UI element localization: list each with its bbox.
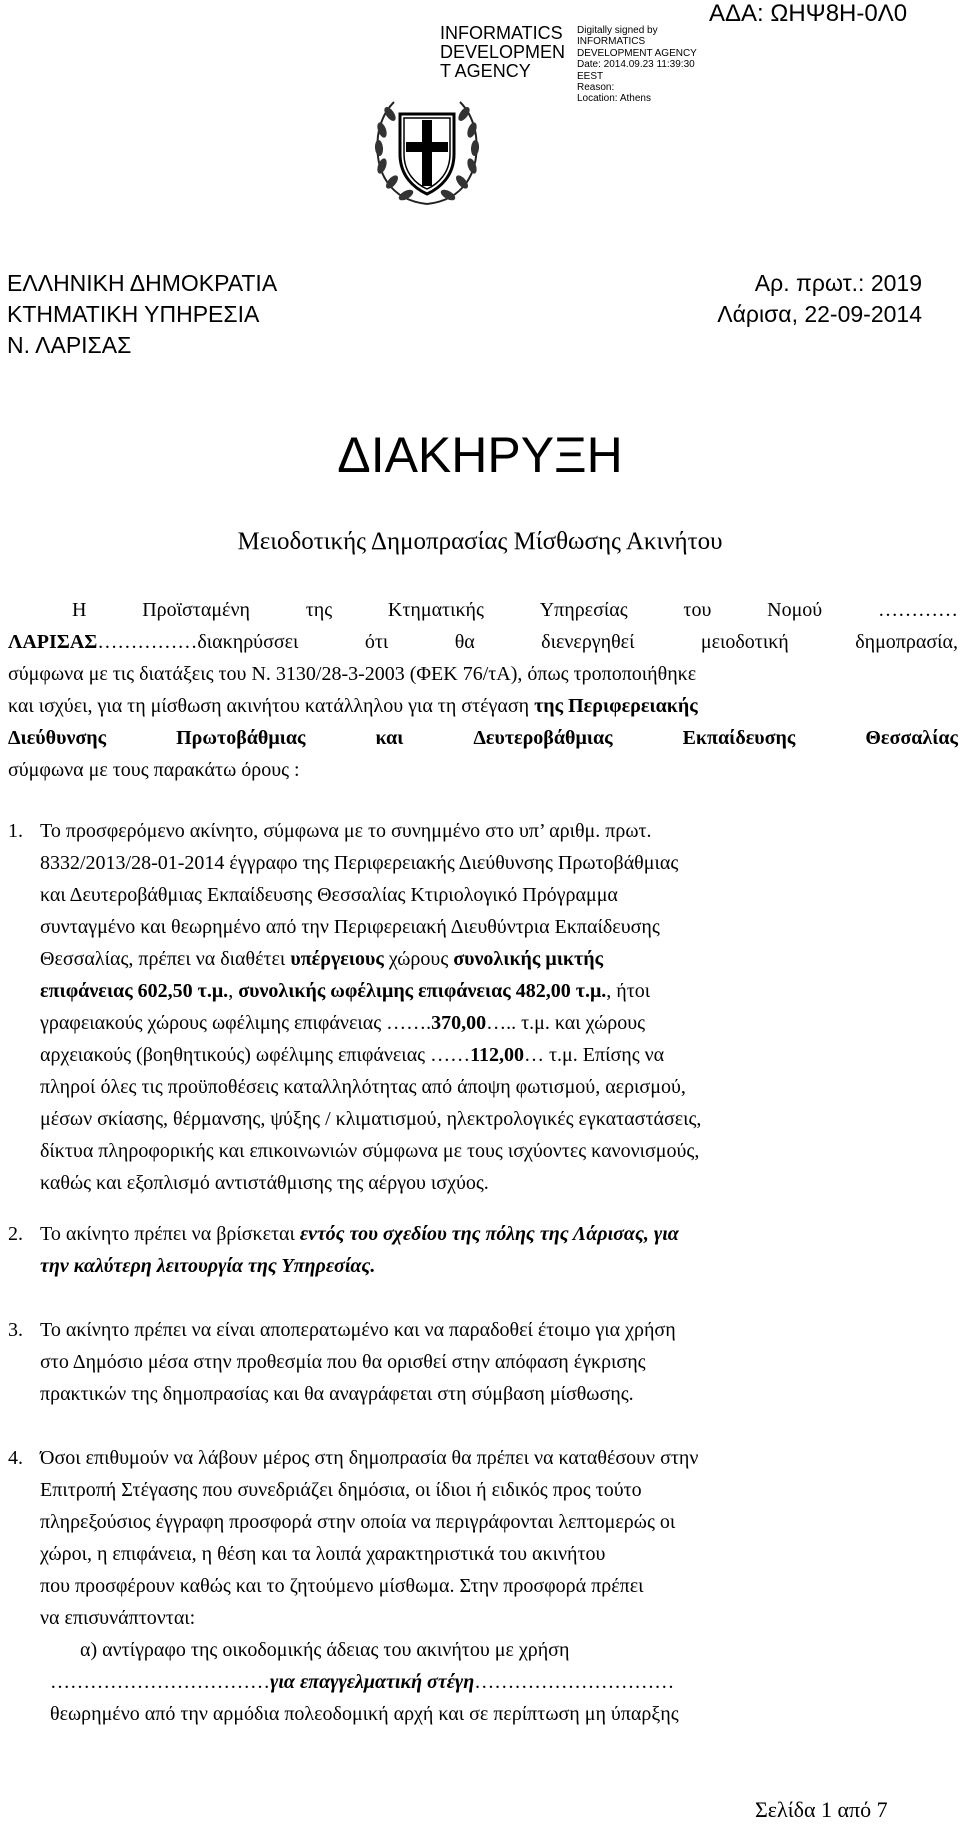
sub-item-a-line: θεωρημένο από την αρμόδια πολεοδομική αρχή και σε περίπτωση μη ύπαρξης	[50, 1703, 679, 1725]
item-1-text: Το προσφερόμενο ακίνητο, σύμφωνα με το συνημμένο στο υπ’ αριθμ. πρωτ. 8332/2013/28-01-2014 έγγραφο της Περιφερειακής Διεύθυνσης Πρωτοβάθμιας και Δευτεροβάθμιας Εκπαίδευσης Θεσσαλίας Κτιριολογικό Πρόγραμμα συνταγμένο και θεωρημένο από την Περιφερειακή Διευθύντρια Εκπαίδευσης Θεσσαλίας, πρέπει να διαθέτει υπέργειους χώρους συνολικής μικτής επιφάνειας 602,50 τ.μ., συνολικής ωφέλιμης επιφάνειας 482,00 τ.μ., ήτοι γραφειακούς χώρους ωφέλιμης επιφάνειας …….370,00….. τ.μ. και χώρους αρχειακούς (βοηθητικούς) ωφέλιμης επιφάνειας ……112,00… τ.μ. Επίσης να πληροί όλες τις προϋποθέσεις καταλληλότητας από άποψη φωτισμού, αερισμού, μέσων σκίασης, θέρμανσης, ψύξης / κλιματισμού, ηλεκτρολογικές εγκαταστάσεις, δίκτυα πληροφορικής και επικοινωνιών σύμφωνα με τους ισχύοντες κανονισμούς, καθώς και εξοπλισμό αντιστάθμισης της αέργου ισχύος.	[40, 820, 702, 1194]
item-number: 2.	[8, 1223, 23, 1245]
sub-item-a-line: ……………………………για επαγγελματική στέγη…………………………	[50, 1671, 675, 1693]
ada-code: ΑΔΑ: ΩΗΨ8Η-0Λ0	[709, 0, 908, 27]
item-2-text: Το ακίνητο πρέπει να βρίσκεται εντός του σχεδίου της πόλης της Λάρισας, για την καλύτερη λειτουργία της Υπηρεσίας.	[40, 1223, 679, 1277]
sub-item-a: α) αντίγραφο της οικοδομικής άδειας του ακινήτου με χρήση	[80, 1639, 570, 1661]
item-number: 4.	[8, 1447, 23, 1469]
header-right	[717, 268, 922, 330]
item-4-text: Όσοι επιθυμούν να λάβουν μέρος στη δημοπρασία θα πρέπει να καταθέσουν στην Επιτροπή Στέγασης που συνεδριάζει δημόσια, οι ίδιοι ή ειδικός προς τούτο πληρεξούσιος έγγραφη προσφορά στην οποία να περιγράφονται λεπτομερώς οι χώροι, η επιφάνεια, η θέση και τα λοιπά χαρακτηριστικά του ακινήτου που προσφέρουν καθώς και το ζητούμενο μίσθωμα. Στην προσφορά πρέπει να επισυνάπτονται: α) αντίγραφο της οικοδομικής άδειας του ακινήτου με χρήση ……………………………για επαγγελματική στέγη………………………… θεωρημένο από την αρμόδια πολεοδομική αρχή και σε περίπτωση μη ύπαρξης	[40, 1442, 956, 1730]
protocol-number: Αρ. πρωτ.: 2019	[754, 270, 922, 296]
page-number: Σελίδα 1 από 7	[755, 1797, 888, 1822]
signature-detail-line: DEVELOPMENT AGENCY	[577, 47, 697, 59]
item-3-text: Το ακίνητο πρέπει να είναι αποπερατωμένο και να παραδοθεί έτοιμο για χρήση στο Δημόσιο μέσα στην προθεσμία που θα ορισθεί στην απόφαση έγκρισης πρακτικών της δημοπρασίας και θα αναγράφεται στη σύμβαση μίσθωσης.	[40, 1319, 676, 1405]
document-title: ΔΙΑΚΗΡΥΞΗ	[337, 427, 623, 483]
intro-line: σύμφωνα με τους παρακάτω όρους :	[8, 759, 300, 781]
intro-line: Η Προϊσταμένη της Κτηματικής Υπηρεσίας του Νομού …………	[72, 599, 958, 621]
signature-detail-line: EEST	[577, 70, 604, 82]
intro-line: και ισχύει, για τη μίσθωση ακινήτου κατάλληλου για τη στέγαση της Περιφερειακής	[8, 695, 698, 717]
signature-detail-line: Location: Athens	[577, 93, 651, 105]
issuer-prefecture: Ν. ΛΑΡΙΣΑΣ	[7, 332, 132, 358]
item-number: 1.	[8, 820, 23, 842]
digital-signature-details	[577, 25, 697, 105]
intro-paragraph	[8, 594, 958, 786]
signer-org-line: T AGENCY	[440, 61, 531, 81]
document-date: Λάρισα, 22-09-2014	[717, 301, 922, 327]
item-number: 3.	[8, 1319, 23, 1341]
intro-line: Διεύθυνσης Πρωτοβάθμιας και Δευτεροβάθμιας Εκπαίδευσης Θεσσαλίας	[8, 727, 958, 749]
issuer-country: ΕΛΛΗΝΙΚΗ ΔΗΜΟΚΡΑΤΙΑ	[7, 270, 278, 296]
signature-detail-line: Digitally signed by	[577, 25, 658, 36]
signature-detail-line: Reason:	[577, 82, 615, 94]
signer-org-name	[440, 24, 565, 81]
signature-detail-line: Date: 2014.09.23 11:39:30	[577, 59, 695, 71]
signer-org-line: DEVELOPMEN	[440, 42, 566, 62]
intro-line: ΛΑΡΙΣΑΣ……………διακηρύσσει ότι θα διενεργηθεί μειοδοτική δημοπρασία,	[8, 631, 958, 653]
document-subtitle: Μειοδοτικής Δημοπρασίας Μίσθωσης Ακινήτου	[237, 528, 723, 555]
header-left	[7, 268, 277, 361]
signer-org-line: INFORMATICS	[440, 23, 563, 43]
greek-coat-of-arms-icon	[370, 92, 484, 210]
signature-detail-line: INFORMATICS	[577, 36, 646, 48]
issuer-service: ΚΤΗΜΑΤΙΚΗ ΥΠΗΡΕΣΙΑ	[7, 301, 260, 327]
intro-line: σύμφωνα με τις διατάξεις του Ν. 3130/28-3-2003 (ΦΕΚ 76/τΑ), όπως τροποποιήθηκε	[8, 663, 697, 685]
